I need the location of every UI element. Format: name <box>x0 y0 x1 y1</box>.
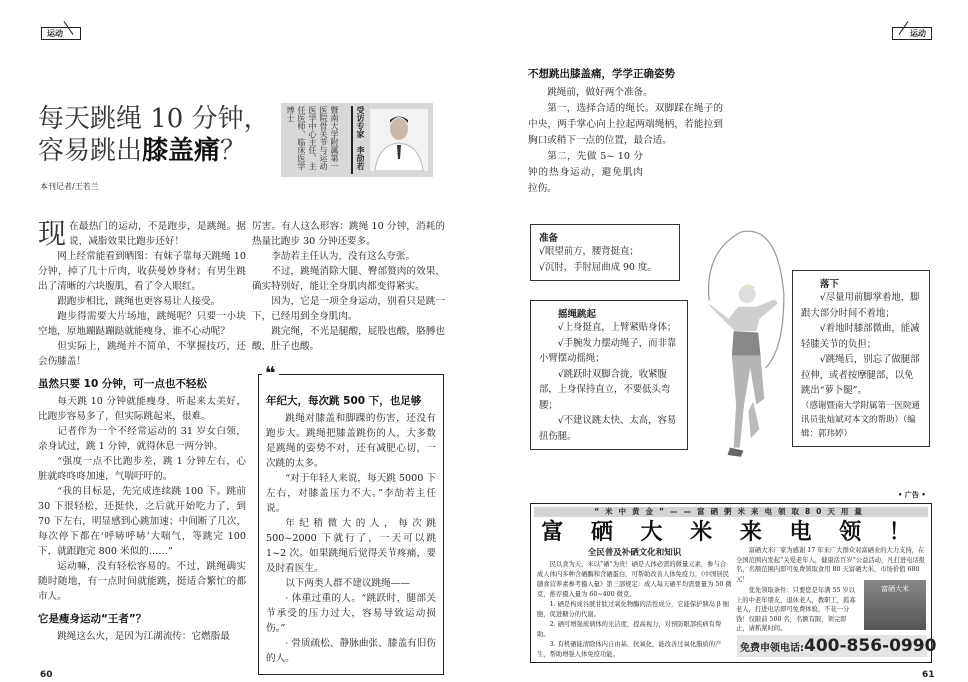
bio-line: 暨南大学附属第一 <box>330 106 339 170</box>
box-title: 准备 <box>539 233 559 244</box>
page-number-left: 60 <box>40 670 53 680</box>
phone-label: 免费申领电话: <box>740 643 804 654</box>
tip-line: √眼望前方，腰背挺直； <box>539 246 639 257</box>
ad-paragraph: 1. 硒是构成谷胱甘肽过氧化物酶的活性成分，它能保护胰岛 β 细胞，促进糖分的代谢。 <box>537 601 729 618</box>
tip-line: √上身挺直，上臂紧贴身体； <box>557 322 677 333</box>
paragraph: 跳绳这么火，是因为江湖流传：它燃脂最 <box>57 631 230 642</box>
paragraph: 每天跳 10 分钟就能瘦身，听起来太美好，比跑步容易多了，但实际跳起来，很难。 <box>38 396 246 422</box>
paragraph: 第一，选择合适的绳长。双脚踩在绳子的中央，两手掌心向上拉起两端绳柄，若能拉到胸口或稍下一点的位置，最合适。 <box>528 103 723 146</box>
tip-line: √着地时膝部微曲，能减轻膝关节的负担； <box>801 323 920 350</box>
paragraph: 第二，先做 5~ 10 分钟的热身运动，避免肌肉拉伤。 <box>528 151 643 194</box>
section-tag-label: 运动 <box>910 29 926 38</box>
paragraph: 因为，它是一项全身运动，别看只是跳一下，已经用到全身肌肉。 <box>252 296 445 322</box>
tip-line: √沉肘，手肘屈曲成 90 度。 <box>539 261 657 273</box>
column-2 <box>252 219 445 354</box>
paragraph: 记者作为一个不经常运动的 31 岁女白领，亲身试过，跳 1 分钟，就得休息一两分钟。 <box>38 426 246 452</box>
phone-number: 400-856-0990 <box>804 636 937 656</box>
right-intro <box>528 66 723 197</box>
tip-box-prep <box>530 224 680 281</box>
section-heading: 虽然只要 10 分钟，可一点也不轻松 <box>38 378 207 390</box>
article-title <box>38 103 270 167</box>
slash-decoration <box>899 21 909 35</box>
quote-mark-icon: ❝ <box>262 365 279 383</box>
paragraph: 年纪稍微大的人，每次跳 500~2000 下就行了，一天可以跳 1~2 次。如果跳绳后觉得关节疼痛，要及时看医生。 <box>266 518 436 574</box>
bio-line: 医院骨关节与运动 <box>319 106 328 170</box>
paragraph: 运动嘛，没有轻松容易的。不过，跳绳确实随时随地，有一点时间就能跳，挺适合繁忙的都市人。 <box>38 561 246 602</box>
paragraph: 以下两类人群不建议跳绳—— <box>285 578 410 589</box>
bio-line: 医学中心主任、主 <box>308 106 317 170</box>
section-heading: 它是瘦身运动“王者”？ <box>38 613 147 625</box>
jump-rope-photo <box>692 210 790 480</box>
bio-line: 任医师、临床医学 <box>297 106 306 170</box>
byline: 本刊记者/王若兰 <box>40 182 99 191</box>
advertisement <box>530 503 937 663</box>
title-text: ？ <box>220 136 247 166</box>
quote-box <box>258 374 444 675</box>
bio-line: 博士 <box>286 106 295 122</box>
ad-label: • 广告 • <box>898 491 926 499</box>
paragraph: 跳绳前，做好两个准备。 <box>547 87 653 98</box>
tip-box-jump <box>530 300 688 450</box>
paragraph: “强度一点不比跑步差，跳 1 分钟左右，心脏就咚咚咚加速，气喘吁吁的。 <box>38 456 246 482</box>
quote-title: 年纪大，每次跳 500 下，也足够 <box>266 395 422 407</box>
ad-paragraph: 民以食为天，米以“硒”为贵！硒是人体必需的微量元素，参与合成人体内多种含硒酶和含硒蛋白，可帮助改善人体免疫力。《中国居民膳食营养素参考摄入量》第三部规定：成人每天硒平均需要量为 50 微克，推荐摄入量为 60~400 微克。 <box>537 561 732 598</box>
section-tag-label: 运动 <box>47 29 63 38</box>
drop-cap: 现 <box>38 217 67 250</box>
title-text: 容易跳出 <box>38 136 143 166</box>
paragraph: 跑步得需要大片场地，跳绳呢？只要一小块空地，原地蹦跶蹦跶就能瘦身，谁不心动呢？ <box>38 311 246 337</box>
ad-phone-bar <box>737 635 937 657</box>
tip-line: √尽量用前脚掌着地，脚跟大部分时间不着地； <box>801 292 920 319</box>
column-1 <box>38 219 246 644</box>
paragraph: 厉害。有人这么形容：跳绳 10 分钟，消耗的热量比跑步 30 分钟还要多。 <box>252 221 445 247</box>
tip-line: √跳跃时双脚合拢，收紧腹部，上身保持直立，不要低头弯腰； <box>539 368 671 411</box>
expert-card <box>281 103 433 177</box>
slash-decoration <box>64 21 74 35</box>
expert-label: 受访专家 李劼若 <box>351 106 366 174</box>
paragraph: 网上经常能看到晒图：有妹子靠每天跳绳 10 分钟，掉了几十斤肉，收获曼妙身材；有男生跳出了清晰的六块腹肌，看了令人眼红。 <box>38 251 246 292</box>
ad-product-image <box>864 580 926 630</box>
tip-box-land <box>792 270 930 447</box>
box-title: 摇绳跳起 <box>558 309 597 320</box>
expert-photo <box>370 109 428 171</box>
tip-line: √跳绳后，别忘了做腿部拉伸，或者按摩腿部，以免跳出“萝卜腿”。 <box>801 354 920 396</box>
ad-paragraph: 富硒大米厂家为感谢 17 年来广大群众对富硒业的大力支持，在全国范围内发起“关爱老年人，健康活百岁”公益活动，凡打进电话报名，名额范围内即可免费领取食用 80 天富硒大米，市场价值 680 元！ <box>736 547 926 583</box>
section-tag-left <box>41 27 81 40</box>
title-line-1: 每天跳绳 10 分钟， <box>38 104 270 134</box>
title-line-2 <box>38 135 270 167</box>
expert-bio <box>285 106 340 174</box>
paragraph: “对于年轻人来说，每天跳 5000 下左右，对膝盖压力不大。”李劼若主任说。 <box>266 473 436 514</box>
ad-left-text <box>537 546 732 660</box>
ad-banner: “米中黄金”——富硒粥米来电领取80天用量 <box>534 507 928 517</box>
section-tag-right <box>892 27 932 40</box>
tip-line: √不建议跳太快、太高，容易扭伤腿。 <box>539 415 677 442</box>
paragraph: 不过，跳绳消除大腿、臀部赘肉的效果，确实特别好，能让全身肌肉都变得紧实。 <box>252 266 445 292</box>
ad-headline: 富 硒 大 米 来 电 领 ！ <box>541 520 921 545</box>
title-bold: 膝盖痛 <box>142 136 221 166</box>
paragraph: · 骨质疏松、静脉曲张、膝盖有旧伤的人。 <box>266 638 436 664</box>
section-heading: 不想跳出膝盖痛，学学正确姿势 <box>528 68 675 80</box>
paragraph: “我的目标是，先完成连续跳 100 下。跳前 30 下很轻松，还挺快，之后就开始吃力了，到 70 下左右，明显感到心跳加速；中间断了几次，每次停下都在‘呼哧呼哧’大喘气，等跳完 100 下，就跟跑完 800 米似的……” <box>38 486 246 557</box>
page-number-right: 61 <box>922 670 935 680</box>
paragraph: 跳完绳，不光是腿酸，屁股也酸，胳膊也酸，肚子也酸。 <box>252 326 445 352</box>
ad-paragraph: 2. 硒可增强玻璃体的光洁度，提高视力，对预防眼部疾病有帮助。 <box>537 621 722 638</box>
paragraph: 在最热门的运动，不是跑步，是跳绳。据说，减脂效果比跑步还好！ <box>69 221 246 247</box>
paragraph: · 体重过重的人。“跳跃时，腿部关节承受的压力过大，容易导致运动损伤。” <box>266 593 436 634</box>
ad-subheading: 全民普及补硒文化和知识 <box>587 548 682 558</box>
paragraph: 但实际上，跳绳并不简单，不掌握技巧，还会伤膝盖！ <box>38 341 246 367</box>
tip-line: √手腕发力摆动绳子，而非靠小臂摆动摇绳； <box>539 337 677 364</box>
ad-paragraph: 3. 有机硒能清除体内自由基，抗氧化，能改善过氧化脂质的产生，帮助增强人体免疫功能。 <box>537 641 722 658</box>
credit-note: （感谢暨南大学附属第一医院通讯员张灿斌对本文的帮助）（编辑：郭玮婷） <box>801 400 921 439</box>
ad-paragraph: 优先领取条件：只要您是年满 55 岁以上的中老年朋友，退休老人，教职工，孤寡老人，打进电话即可免费体验，不花一分钱！仅限前 500 名，名额有限，领完即止，请抓紧时间。 <box>736 587 856 632</box>
box-title: 落下 <box>820 279 840 290</box>
paragraph: 跟跑步相比，跳绳也更容易让人接受。 <box>57 296 221 307</box>
quote-content <box>266 393 436 666</box>
paragraph: 跳绳对膝盖和脚踝的伤害，还没有跑步大。跳绳把膝盖跳伤的人，大多数是跳绳的姿势不对，还有减肥心切，一次跳的太多。 <box>266 413 436 469</box>
paragraph: 李劼若主任认为，没有这么夸张。 <box>271 251 416 262</box>
product-label: 富硒大米 <box>881 585 909 593</box>
